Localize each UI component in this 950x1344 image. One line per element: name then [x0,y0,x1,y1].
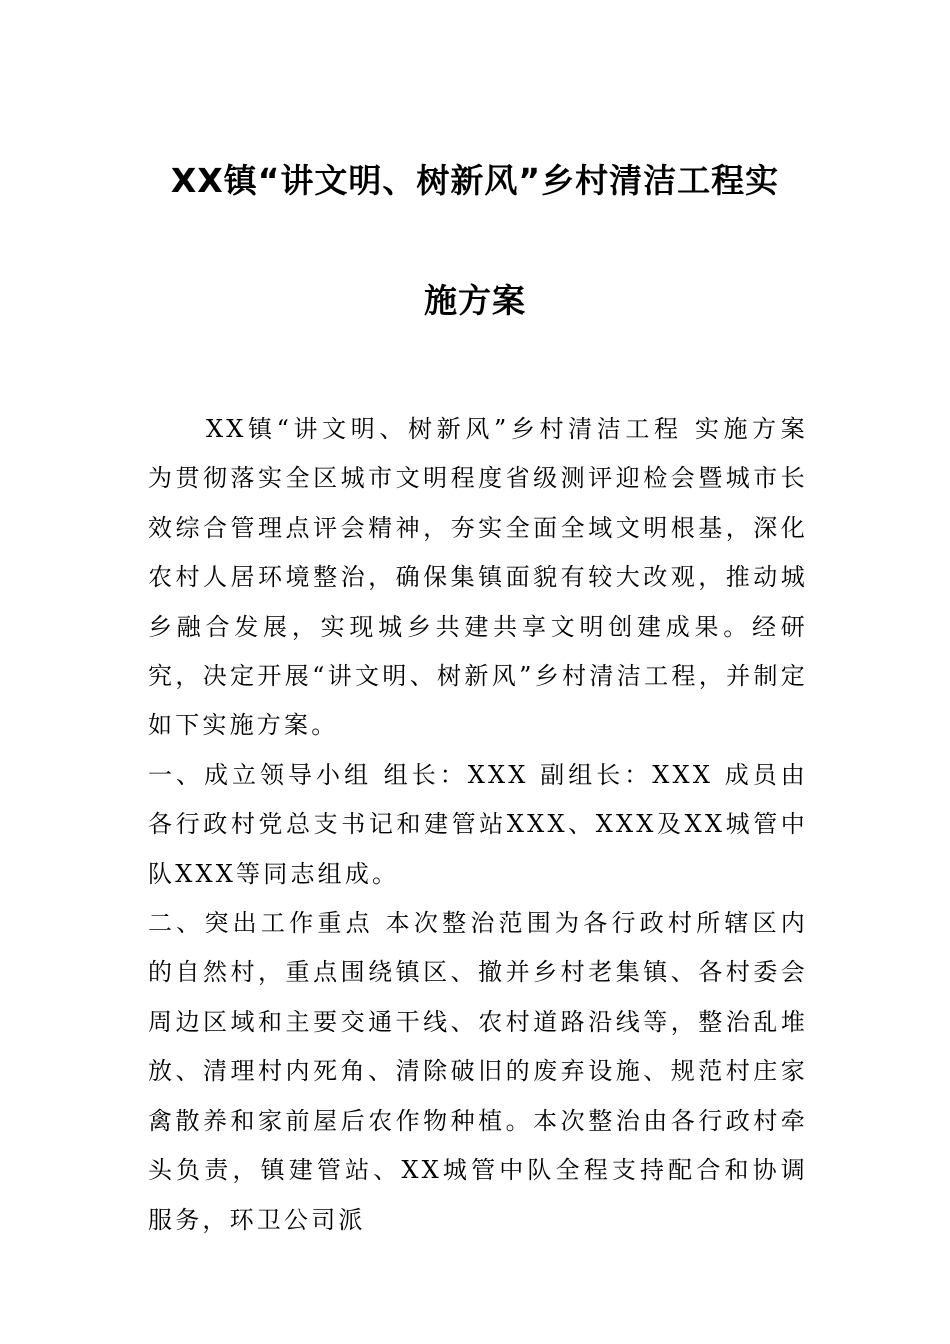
document-body [148,405,808,1245]
paragraph-section-2: 二、突出工作重点 本次整治范围为各行政村所辖区内的自然村，重点围绕镇区、撤并乡村老集镇、各村委会周边区域和主要交通干线、农村道路沿线等，整治乱堆放、清理村内死角、清除破旧的废弃设施、规范村庄家禽散养和家前屋后农作物种植。本次整治由各行政村牵头负责，镇建管站、XX城管中队全程支持配合和协调服务，环卫公司派 [148,909,808,1234]
paragraph-intro: XX镇“讲文明、树新风”乡村清洁工程 实施方案 为贯彻落实全区城市文明程度省级测评迎检会暨城市长效综合管理点评会精神，夯实全面全域文明根基，深化农村人居环境整治，确保集镇面貌有较大改观，推动城乡融合发展，实现城乡共建共享文明创建成果。经研究，决定开展“讲文明、树新风”乡村清洁工程，并制定如下实施方案。 [148,415,808,740]
paragraph-section-1: 一、成立领导小组 组长：XXX 副组长：XXX 成员由各行政村党总支书记和建管站XXX、XXX及XX城管中队XXX等同志组成。 [148,760,808,888]
document-title-line-2: 施方案 [424,281,526,320]
document-title-line-1: XX镇“讲文明、树新风”乡村清洁工程实 [170,161,780,200]
